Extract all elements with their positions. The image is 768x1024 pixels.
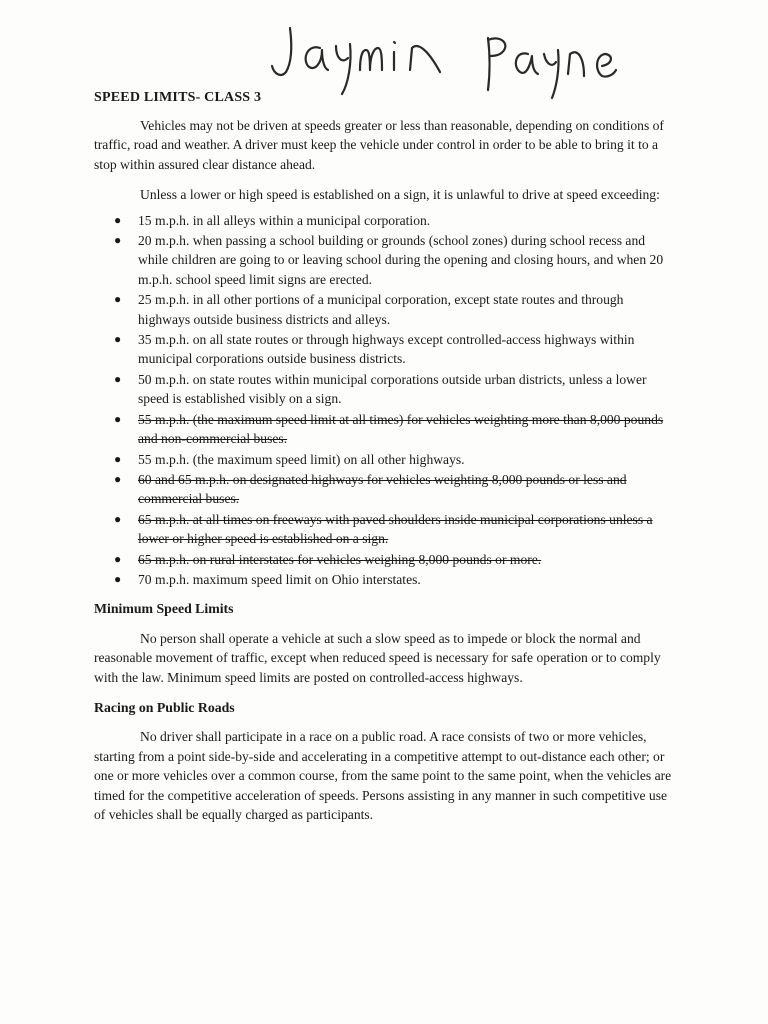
bullet-icon: ● bbox=[114, 471, 122, 486]
bullet-icon: ● bbox=[114, 451, 122, 466]
bullet-icon: ● bbox=[114, 371, 122, 386]
bullet-icon: ● bbox=[114, 511, 122, 526]
section-body-minimum-speed: No person shall operate a vehicle at such a slow speed as to impede or block the normal and reasonable movement of traffic, except when reduced speed is necessary for safe operation or to comply with the law. Minimum speed limits are posted on controlled-access highways. bbox=[94, 630, 661, 685]
list-item: ● 25 m.p.h. in all other portions of a municipal corporation, except state routes and through highways outside business districts and alleys. bbox=[114, 292, 624, 327]
bullet-icon: ● bbox=[114, 212, 122, 227]
intro-paragraph: Vehicles may not be driven at speeds greater or less than reasonable, depending on conditions of traffic, road and weather. A driver must keep the vehicle under control in order to be able to bring it to a stop within assured clear distance ahead. bbox=[94, 118, 664, 172]
section-heading-racing: Racing on Public Roads bbox=[94, 699, 235, 715]
list-item: ● 65 m.p.h. on rural interstates for vehicles weighing 8,000 pounds or more. bbox=[94, 550, 674, 569]
list-item: ● 20 m.p.h. when passing a school building or grounds (school zones) during school recess and while children are going to or leaving school during the opening and closing hours, and when 20 m.p.h. school speed limit signs are erected. bbox=[114, 233, 664, 287]
document-body bbox=[94, 116, 674, 835]
list-item: ● 55 m.p.h. (the maximum speed limit at all times) for vehicles weighting more than 8,000 pounds and non-commercial buses. bbox=[114, 411, 664, 447]
intro-paragraph: Unless a lower or high speed is established on a sign, it is unlawful to drive at speed exceeding: bbox=[140, 187, 660, 203]
bullet-icon: ● bbox=[114, 292, 122, 307]
bullet-icon: ● bbox=[114, 551, 122, 566]
list-item: ● 15 m.p.h. in all alleys within a municipal corporation. bbox=[94, 211, 674, 230]
handwritten-signature bbox=[262, 14, 642, 114]
list-item: ● 55 m.p.h. (the maximum speed limit) on all other highways. bbox=[94, 450, 674, 469]
speed-limit-list bbox=[94, 211, 674, 590]
list-item: ● 60 and 65 m.p.h. on designated highways for vehicles weighting 8,000 pounds or less and commercial buses. bbox=[114, 471, 627, 507]
document-title: SPEED LIMITS- CLASS 3 bbox=[94, 90, 262, 105]
list-item: ● 70 m.p.h. maximum speed limit on Ohio interstates. bbox=[94, 570, 674, 589]
bullet-icon: ● bbox=[114, 411, 122, 426]
list-item: ● 50 m.p.h. on state routes within municipal corporations outside urban districts, unless a lower speed is established visibly on a sign. bbox=[114, 371, 647, 407]
section-heading-minimum-speed: Minimum Speed Limits bbox=[94, 601, 234, 617]
bullet-icon: ● bbox=[114, 233, 122, 248]
list-item: ● 35 m.p.h. on all state routes or through highways except controlled-access highways within municipal corporations outside business districts. bbox=[114, 332, 635, 367]
bullet-icon: ● bbox=[114, 571, 122, 586]
bullet-icon: ● bbox=[114, 332, 122, 347]
section-body-racing: No driver shall participate in a race on a public road. A race consists of two or more vehicles, starting from a point side-by-side and accelerating in a competitive attempt to out-distance each other; or one or more vehicles over a common course, from the same point to the same point, when the vehicles are timed for the competitive acceleration of speeds. Persons assisting in any manner in such competitive use of vehicles shall be equally charged as participants. bbox=[94, 729, 672, 822]
list-item: ● 65 m.p.h. at all times on freeways with paved shoulders inside municipal corporations unless a lower or higher speed is established on a sign. bbox=[114, 511, 653, 547]
